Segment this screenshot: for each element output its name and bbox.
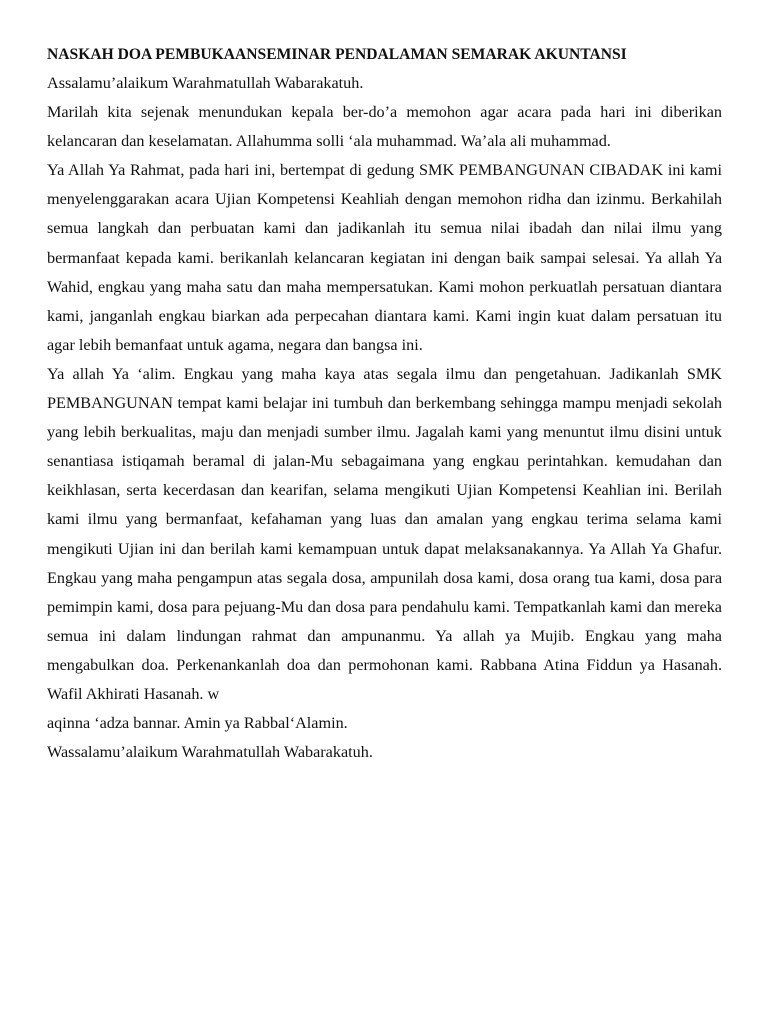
paragraph-opening-prayer: Marilah kita sejenak menundukan kepala ber-do’a memohon agar acara pada hari ini diberikan kelancaran dan keselamatan. Allahumma solli ‘ala muhammad. Wa’ala ali muhammad. bbox=[47, 103, 722, 151]
paragraph-ya-allah-ya-rahmat: Ya Allah Ya Rahmat, pada hari ini, bertempat di gedung SMK PEMBANGUNAN CIBADAK ini kami menyelenggarakan acara Ujian Kompetensi Keahliah dengan memohon ridha dan izinmu. Berkahilah semua langkah dan perbuatan kami dan jadikanlah itu semua nilai ibadah dan nilai ilmu yang bermanfaat kepada kami. berikanlah kelancaran kegiatan ini dengan baik sampai selesai. Ya allah Ya Wahid, engkau yang maha satu dan maha mempersatukan. Kami mohon perkuatlah persatuan diantara kami, janganlah engkau biarkan ada perpecahan diantara kami. Kami ingin kuat dalam persatuan itu agar lebih bemanfaat untuk agama, negara dan bangsa ini. bbox=[47, 161, 722, 354]
closing-greeting: Wassalamu’alaikum Warahmatullah Wabarakatuh. bbox=[47, 743, 373, 762]
closing-amin-line: aqinna ‘adza bannar. Amin ya Rabbal‘Alamin. bbox=[47, 714, 348, 733]
document-title: NASKAH DOA PEMBUKAANSEMINAR PENDALAMAN SEMARAK AKUNTANSI bbox=[47, 46, 627, 63]
document-page bbox=[47, 40, 722, 767]
opening-greeting: Assalamu’alaikum Warahmatullah Wabarakatuh. bbox=[47, 74, 364, 92]
paragraph-ya-allah-ya-alim: Ya allah Ya ‘alim. Engkau yang maha kaya atas segala ilmu dan pengetahuan. Jadikanlah SMK PEMBANGUNAN tempat kami belajar ini tumbuh dan berkembang sehingga mampu menjadi sekolah yang lebih berkualitas, maju dan menjadi sumber ilmu. Jagalah kami yang menuntut ilmu disini untuk senantiasa istiqamah beramal di jalan-Mu sebagaimana yang engkau perintahkan. kemudahan dan keikhlasan, serta kecerdasan dan kearifan, selama mengikuti Ujian Kompetensi Keahlian ini. Berilah kami ilmu yang bermanfaat, kefahaman yang luas dan amalan yang engkau terima selama kami mengikuti Ujian ini dan berilah kami kemampuan untuk dapat melaksanakannya. Ya Allah Ya Ghafur. Engkau yang maha pengampun atas segala dosa, ampunilah dosa kami, dosa orang tua kami, dosa para pemimpin kami, dosa para pejuang-Mu dan dosa para pendahulu kami. Tempatkanlah kami dan mereka semua ini dalam lindungan rahmat dan ampunanmu. Ya allah ya Mujib. Engkau yang maha mengabulkan doa. Perkenankanlah doa dan permohonan kami. Rabbana Atina Fiddun ya Hasanah. Wafil Akhirati Hasanah. w bbox=[47, 364, 722, 703]
